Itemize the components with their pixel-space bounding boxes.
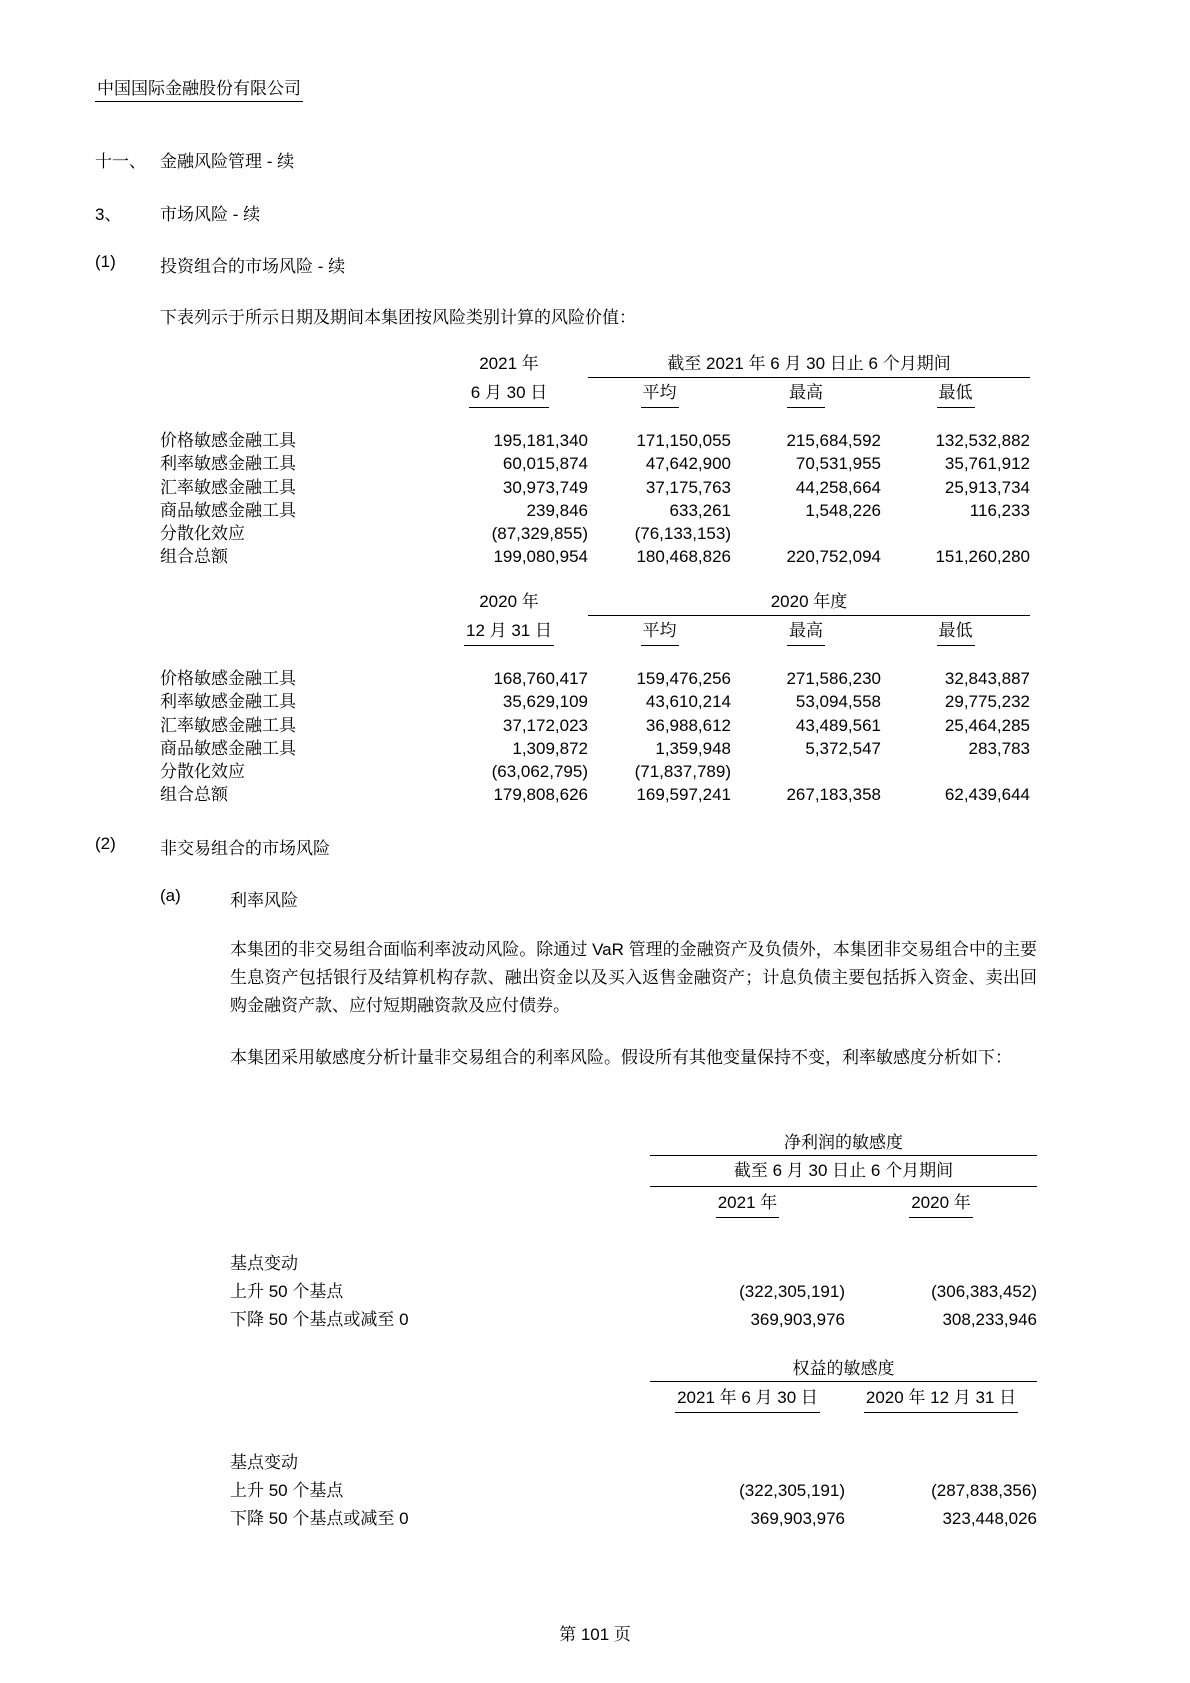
var-table-2021-header-row1 <box>160 352 1030 378</box>
cell-value: 308,233,946 <box>942 1310 1037 1329</box>
cell-value: 47,642,900 <box>645 454 731 474</box>
cell-value: 32,843,887 <box>944 669 1030 688</box>
cell-value: 169,597,241 <box>636 785 731 805</box>
row-label: 上升 50 个基点 <box>230 1481 344 1500</box>
section-heading-1 <box>95 252 345 277</box>
cell-value: 267,183,358 <box>786 785 881 805</box>
section-heading-a <box>160 886 298 911</box>
cell-value: 151,260,280 <box>935 547 1030 567</box>
table-row <box>160 667 1030 690</box>
table-row <box>160 714 1030 737</box>
cell-value: 1,309,872 <box>512 738 588 758</box>
sens-equity-header-row <box>230 1382 1037 1413</box>
sens-profit-period-row <box>230 1156 1037 1187</box>
col-header-avg: 平均 <box>641 619 679 646</box>
cell-value: 271,586,230 <box>786 669 881 688</box>
table-row-total <box>160 783 1030 806</box>
table-row <box>160 476 1030 499</box>
date-header-line1: 2020 年 <box>479 592 539 611</box>
row-label: 汇率敏感金融工具 <box>160 477 296 497</box>
sensitivity-table-profit <box>230 1132 1037 1334</box>
cell-value: 5,372,547 <box>805 738 881 758</box>
cell-value: 323,448,026 <box>942 1509 1037 1528</box>
var-table-2020 <box>160 590 1030 807</box>
table-row <box>160 499 1030 522</box>
intro-paragraph: 下表列示于所示日期及期间本集团按风险类别计算的风险价值： <box>160 308 636 327</box>
cell-value: 179,808,626 <box>493 785 588 805</box>
cell-value: (287,838,356) <box>931 1481 1037 1500</box>
cell-value: 369,903,976 <box>750 1310 845 1329</box>
cell-value: (76,133,153) <box>634 524 731 544</box>
cell-value: 29,775,232 <box>944 692 1030 712</box>
section-heading-2 <box>95 834 330 859</box>
table-row <box>230 1505 1037 1533</box>
section-number: 3、 <box>95 205 122 224</box>
cell-value: 70,531,955 <box>795 454 881 474</box>
body-paragraph-1: 本集团的非交易组合面临利率波动风险。除通过 VaR 管理的金融资产及负债外，本集团非交易组合中的主要生息资产包括银行及结算机构存款、融出资金以及买入返售金融资产；计息负债主要包括拆入资金、卖出回购金融资产款、应付短期融资款及应付债券。 <box>230 940 1037 1015</box>
cell-value: 62,439,644 <box>944 785 1030 805</box>
var-table-2020-body <box>160 667 1030 807</box>
table-row <box>230 1306 1037 1334</box>
cell-value: 195,181,340 <box>493 431 588 450</box>
cell-value: (87,329,855) <box>491 524 588 544</box>
cell-value: 53,094,558 <box>795 692 881 712</box>
cell-value: 159,476,256 <box>636 669 731 688</box>
sens-equity-body <box>230 1449 1037 1533</box>
section-title: 市场风险 - 续 <box>160 205 261 224</box>
sens-profit-body <box>230 1250 1037 1334</box>
cell-value: 43,610,214 <box>645 692 731 712</box>
row-label: 汇率敏感金融工具 <box>160 715 296 735</box>
row-label: 组合总额 <box>160 785 228 805</box>
table-row <box>160 760 1030 783</box>
cell-value: 171,150,055 <box>636 431 731 450</box>
col-header-min: 最低 <box>937 619 975 646</box>
sensitivity-table-equity <box>230 1358 1037 1533</box>
table-row-total <box>160 545 1030 568</box>
sens-profit-header-row <box>230 1187 1037 1218</box>
company-name-text: 中国国际金融股份有限公司 <box>95 74 303 102</box>
cell-value: (322,305,191) <box>739 1282 845 1301</box>
var-table-2021-header-row2 <box>160 378 1030 408</box>
cell-value: (306,383,452) <box>931 1282 1037 1301</box>
cell-value: 180,468,826 <box>636 547 731 567</box>
row-label: 分散化效应 <box>160 762 245 782</box>
section-number: (2) <box>95 834 116 853</box>
cell-value: (322,305,191) <box>739 1481 845 1500</box>
row-label: 分散化效应 <box>160 524 245 544</box>
sens-profit-period: 截至 6 月 30 日止 6 个月期间 <box>650 1156 1037 1187</box>
cell-value: 44,258,664 <box>795 477 881 497</box>
col-header-2021-06-30: 2021 年 6 月 30 日 <box>675 1385 820 1413</box>
section-title: 利率风险 <box>230 891 298 910</box>
row-label: 下降 50 个基点或减至 0 <box>230 1509 409 1528</box>
var-table-2021-body <box>160 429 1030 569</box>
row-label: 价格敏感金融工具 <box>160 431 296 450</box>
row-label: 利率敏感金融工具 <box>160 692 296 712</box>
group-label-row <box>230 1449 1037 1477</box>
cell-value <box>731 522 881 545</box>
table-row <box>160 452 1030 475</box>
body-paragraph-2: 本集团采用敏感度分析计量非交易组合的利率风险。假设所有其他变量保持不变，利率敏感度分析如下： <box>230 1048 1012 1067</box>
section-heading-3 <box>95 200 260 225</box>
cell-value: 132,532,882 <box>935 431 1030 450</box>
section-title: 金融风险管理 - 续 <box>160 152 295 171</box>
col-header-min: 最低 <box>937 381 975 408</box>
cell-value: 43,489,561 <box>795 715 881 735</box>
section-title: 非交易组合的市场风险 <box>160 839 330 858</box>
col-header-max: 最高 <box>787 619 825 646</box>
cell-value: 168,760,417 <box>493 669 588 688</box>
sens-profit-title-row <box>230 1132 1037 1156</box>
col-header-avg: 平均 <box>641 381 679 408</box>
cell-value: 30,973,749 <box>502 477 588 497</box>
cell-value: 35,761,912 <box>944 454 1030 474</box>
row-label: 利率敏感金融工具 <box>160 454 296 474</box>
section-heading-11 <box>95 147 294 172</box>
col-header-2021: 2021 年 <box>716 1190 780 1218</box>
section-number: 十一、 <box>95 152 146 171</box>
col-header-max: 最高 <box>787 381 825 408</box>
cell-value: 36,988,612 <box>645 715 731 735</box>
cell-value: 37,175,763 <box>645 477 731 497</box>
date-header-line2: 12 月 31 日 <box>464 619 554 646</box>
date-header-line1: 2021 年 <box>479 354 539 373</box>
date-header-line2: 6 月 30 日 <box>469 381 550 408</box>
row-label: 商品敏感金融工具 <box>160 738 296 758</box>
group-label-row <box>230 1250 1037 1278</box>
sens-equity-title-row <box>230 1358 1037 1382</box>
cell-value <box>881 760 1030 783</box>
row-label: 组合总额 <box>160 547 228 567</box>
cell-value: (71,837,789) <box>634 762 731 782</box>
cell-value: (63,062,795) <box>491 762 588 782</box>
cell-value <box>881 522 1030 545</box>
group-label: 基点变动 <box>230 1453 298 1472</box>
cell-value: 25,464,285 <box>944 715 1030 735</box>
table-row <box>160 737 1030 760</box>
col-header-2020: 2020 年 <box>909 1190 973 1218</box>
period-header: 2020 年度 <box>588 590 1030 616</box>
cell-value: 369,903,976 <box>750 1509 845 1528</box>
var-table-2020-header-row1 <box>160 590 1030 616</box>
row-label: 下降 50 个基点或减至 0 <box>230 1310 409 1329</box>
cell-value: 239,846 <box>526 500 588 520</box>
cell-value: 1,548,226 <box>805 500 881 520</box>
cell-value: 116,233 <box>969 500 1030 520</box>
table-row <box>160 690 1030 713</box>
cell-value: 37,172,023 <box>502 715 588 735</box>
row-label: 商品敏感金融工具 <box>160 500 296 520</box>
company-name <box>95 74 303 102</box>
cell-value: 35,629,109 <box>502 692 588 712</box>
cell-value: 199,080,954 <box>493 547 588 567</box>
row-label: 价格敏感金融工具 <box>160 669 296 688</box>
section-number: (a) <box>160 886 181 905</box>
cell-value: 1,359,948 <box>655 738 731 758</box>
cell-value: 283,783 <box>968 738 1030 758</box>
var-table-2021 <box>160 352 1030 569</box>
table-row <box>160 429 1030 452</box>
period-header: 截至 2021 年 6 月 30 日止 6 个月期间 <box>588 352 1030 378</box>
cell-value: 25,913,734 <box>944 477 1030 497</box>
group-label: 基点变动 <box>230 1254 298 1273</box>
cell-value: 633,261 <box>669 500 731 520</box>
var-table-2020-header-row2 <box>160 616 1030 646</box>
row-label: 上升 50 个基点 <box>230 1282 344 1301</box>
col-header-2020-12-31: 2020 年 12 月 31 日 <box>864 1385 1018 1413</box>
table-row <box>160 522 1030 545</box>
cell-value <box>731 760 881 783</box>
table-row <box>230 1278 1037 1306</box>
cell-value: 60,015,874 <box>502 454 588 474</box>
page-number: 第 101 页 <box>559 1625 631 1644</box>
section-number: (1) <box>95 252 116 271</box>
cell-value: 215,684,592 <box>786 431 881 450</box>
sens-profit-title: 净利润的敏感度 <box>650 1132 1037 1156</box>
section-title: 投资组合的市场风险 - 续 <box>160 257 346 276</box>
table-row <box>230 1477 1037 1505</box>
cell-value: 220,752,094 <box>786 547 881 567</box>
sens-equity-title: 权益的敏感度 <box>650 1358 1037 1382</box>
